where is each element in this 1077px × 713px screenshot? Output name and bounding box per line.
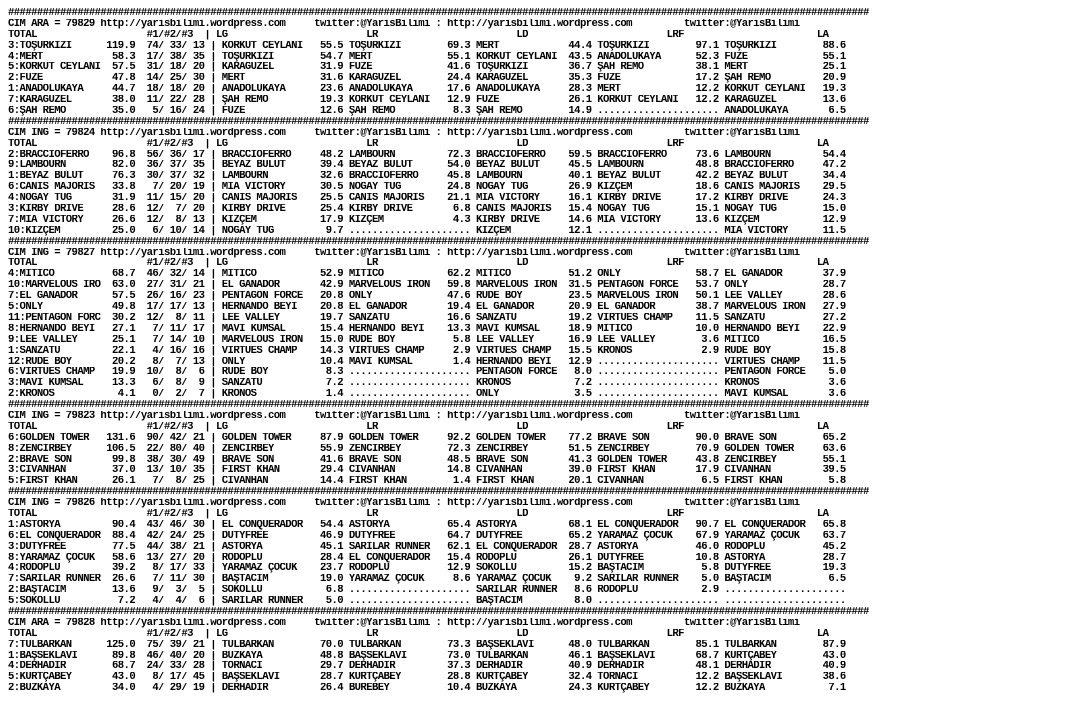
result-row: 11:PENTAGON FORC 30.2 12/ 8/ 11 | LEE VALLEY 19.7 SANZATU 16.6 SANZATU 19.2 VIRTUES CHAMP 11.5 SANZATU 27.2 (8, 312, 846, 324)
result-row: 2:BUZKAYA 34.0 4/ 29/ 19 | DERHADIR 26.4 BÜREBEY 10.4 BUZKAYA 24.3 KURTÇABEY 12.2 BUZKAYA 7.1 (8, 683, 846, 695)
result-row: 1:SANZATU 22.1 4/ 16/ 16 | VIRTUES CHAMP 14.3 VIRTUES CHAMP 2.9 VIRTUES CHAMP 15.5 KRONOS 2.9 RUDE BOY 15.8 (8, 345, 846, 357)
result-row: 2:KRONOS 4.1 0/ 2/ 7 | KRONOS 1.4 ..................... ONLY 3.5 ..................... MAVİ KUMSAL 3.6 (8, 389, 846, 401)
race-header: CIM ING = 79827 http://yarisbilimi.wordpress.com twitter:@YarisBilimi : http://yarisbilimi.wordpress.com twitter:@YarisBilimi (8, 247, 800, 259)
result-row: 4:MİTİCO 68.7 46/ 32/ 14 | MİTİCO 52.9 MİTİCO 62.2 MİTİCO 51.2 ONLY 58.7 EL GANADOR 37.9 (8, 269, 846, 281)
result-row: 7:EL GANADOR 57.5 26/ 16/ 23 | PENTAGON FORCE 20.8 ONLY 47.6 RUDE BOY 23.5 MARVELOUS IRON 50.1 LEE VALLEY 28.6 (8, 291, 846, 303)
column-headers: TOTAL #1/#2/#3 | LG LR LD LRF LA (8, 138, 829, 150)
result-row: 4:NOGAY TUĞ 31.9 11/ 15/ 20 | CANIS MAJORIS 25.5 CANIS MAJORIS 21.1 MIA VICTORY 16.1 KIRBY DRIVE 17.2 KIRBY DRIVE 24.3 (8, 193, 846, 205)
result-row: 8:ZENCİRBEY 106.5 22/ 80/ 40 | ZENCİRBEY 55.9 ZENCİRBEY 72.3 ZENCİRBEY 51.5 ZENCİRBEY 70.9 GOLDEN TOWER 63.6 (8, 443, 846, 455)
result-row: 5:KURTÇABEY 43.0 8/ 17/ 45 | BAŞSEKLAVİ 28.7 KURTÇABEY 28.8 KURTÇABEY 32.4 TORNACI 12.2 BAŞSEKLAVİ 38.6 (8, 672, 846, 684)
result-row: 5:SOKOLLU 7.2 4/ 4/ 6 | SARILAR RUNNER 5.0 ..................... BAŞTACIM 8.0 ..................... ..................... (8, 596, 846, 607)
race-header: CIM ARA = 79828 http://yarisbilimi.wordpress.com twitter:@YarisBilimi : http://yarisbilimi.wordpress.com twitter:@YarisBilimi (8, 617, 800, 629)
result-row: 3:CIVANHAN 37.0 13/ 10/ 35 | FIRST KHAN 29.4 CIVANHAN 14.8 CIVANHAN 39.0 FIRST KHAN 17.9 CIVANHAN 39.5 (8, 465, 846, 477)
result-row: 8:YARAMAZ ÇOCUK 58.6 13/ 27/ 20 | RODOPLU 28.4 EL CONQUERADOR 15.4 RODOPLU 26.1 DUTYFREE 10.8 ASTORYA 28.7 (8, 552, 846, 564)
result-row: 10:MARVELOUS IRO 63.0 27/ 31/ 21 | EL GANADOR 42.9 MARVELOUS IRON 59.8 MARVELOUS IRON 31.5 PENTAGON FORCE 53.7 ONLY 28.7 (8, 280, 846, 292)
result-row: 2:BAŞTACIM 13.6 9/ 3/ 5 | SOKOLLU 6.8 ..................... SARILAR RUNNER 8.6 RODOPLU 2.9 ..................... (8, 585, 846, 597)
section-divider: ##################################################################################################################################################### (8, 236, 869, 248)
column-headers: TOTAL #1/#2/#3 | LG LR LD LRF LA (8, 29, 829, 41)
result-row: 5:KORKUT CEYLANI 57.5 31/ 18/ 20 | KARAGÜZEL 31.9 FÜZE 41.6 TOŞURKIZI 36.7 ŞAH REMO 38.1 MERT 25.1 (8, 62, 846, 74)
result-row: 3:DUTYFREE 77.5 44/ 38/ 21 | ASTORYA 45.1 SARILAR RUNNER 62.1 EL CONQUERADOR 28.7 ASTORYA 46.0 RODOPLU 45.2 (8, 541, 846, 553)
section-divider: ##################################################################################################################################################### (8, 606, 869, 618)
result-row: 7:SARILAR RUNNER 26.6 7/ 11/ 30 | BAŞTACIM 19.0 YARAMAZ ÇOCUK 8.6 YARAMAZ ÇOCUK 9.2 SARILAR RUNNER 5.0 BAŞTACIM 6.5 (8, 574, 846, 586)
result-row: 10:KIZÇEM 25.0 6/ 10/ 14 | NOGAY TUĞ 9.7 ..................... KIZÇEM 12.1 ..................... MIA VICTORY 11.5 (8, 225, 846, 237)
result-row: 7:TULBARKAN 125.0 75/ 39/ 21 | TULBARKAN 70.0 TULBARKAN 73.3 BAŞSEKLAVİ 48.0 TULBARKAN 85.1 TULBARKAN 87.9 (8, 639, 846, 651)
section-divider: ##################################################################################################################################################### (8, 8, 869, 19)
section-divider: ##################################################################################################################################################### (8, 400, 869, 411)
result-row: 4:RODOPLU 39.2 8/ 17/ 33 | YARAMAZ ÇOCUK 23.7 RODOPLU 12.9 SOKOLLU 15.2 BAŞTACIM 5.8 DUTYFREE 19.3 (8, 563, 846, 575)
section-divider: ##################################################################################################################################################### (8, 487, 869, 499)
result-row: 1:BAŞSEKLAVİ 89.8 46/ 40/ 20 | BUZKAYA 48.8 BAŞSEKLAVİ 73.0 TULBARKAN 46.1 BAŞSEKLAVİ 68.7 KURTÇABEY 43.0 (8, 650, 846, 662)
result-row: 12:RUDE BOY 20.2 8/ 7/ 13 | ONLY 10.4 MAVİ KUMSAL 1.4 HERNANDO BEYİ 12.9 ..................... VIRTUES CHAMP 11.5 (8, 356, 846, 368)
result-row: 9:LAMBOURN 82.0 36/ 37/ 35 | BEYAZ BULUT 39.4 BEYAZ BULUT 54.0 BEYAZ BULUT 45.5 LAMBOURN 48.8 BRACCIOFERRO 47.2 (8, 160, 846, 172)
race-header: CIM ING = 79824 http://yarisbilimi.wordpress.com twitter:@YarisBilimi : http://yarisbilimi.wordpress.com twitter:@YarisBilimi (8, 127, 800, 139)
race-header: CIM ING = 79826 http://yarisbilimi.wordpress.com twitter:@YarisBilimi : http://yarisbilimi.wordpress.com twitter:@YarisBilimi (8, 498, 800, 509)
result-row: 5:FIRST KHAN 26.1 7/ 8/ 25 | CIVANHAN 14.4 FIRST KHAN 1.4 FIRST KHAN 20.1 CIVANHAN 6.5 FIRST KHAN 5.8 (8, 476, 846, 488)
race-header: CIM ARA = 79829 http://yarisbilimi.wordpress.com twitter:@YarisBilimi : http://yarisbilimi.wordpress.com twitter:@YarisBilimi (8, 18, 800, 30)
result-row: 7:MIA VICTORY 26.6 12/ 8/ 13 | KIZÇEM 17.9 KIZÇEM 4.3 KIRBY DRIVE 14.6 MIA VICTORY 13.6 KIZÇEM 12.9 (8, 214, 846, 226)
result-row: 1:ANADOLUKAYA 44.7 18/ 18/ 20 | ANADOLUKAYA 23.6 ANADOLUKAYA 17.6 ANADOLUKAYA 28.3 MERT 12.2 KORKUT CEYLANI 19.3 (8, 84, 846, 96)
result-row: 9:LEE VALLEY 25.1 7/ 14/ 10 | MARVELOUS IRON 15.0 RUDE BOY 5.8 LEE VALLEY 16.9 LEE VALLEY 3.6 MİTİCO 16.5 (8, 334, 846, 346)
result-row: 2:FÜZE 47.8 14/ 25/ 30 | MERT 31.6 KARAGÜZEL 24.4 KARAGÜZEL 35.3 FÜZE 17.2 ŞAH REMO 20.9 (8, 73, 846, 85)
result-row: 3:MAVİ KUMSAL 13.3 6/ 8/ 9 | SANZATU 7.2 ..................... KRONOS 7.2 ..................... KRONOS 3.6 (8, 378, 846, 390)
result-row: 1:ASTORYA 90.4 43/ 46/ 30 | EL CONQUERADOR 54.4 ASTORYA 65.4 ASTORYA 68.1 EL CONQUERADOR 90.7 EL CONQUERADOR 65.8 (8, 519, 846, 531)
result-row: 2:BRAVE SON 99.8 38/ 30/ 49 | BRAVE SON 41.6 BRAVE SON 48.5 BRAVE SON 41.3 GOLDEN TOWER 43.8 ZENCİRBEY 55.1 (8, 454, 846, 466)
column-headers: TOTAL #1/#2/#3 | LG LR LD LRF LA (8, 421, 829, 433)
result-row: 6:GOLDEN TOWER 131.6 90/ 42/ 21 | GOLDEN TOWER 87.9 GOLDEN TOWER 92.2 GOLDEN TOWER 77.2 BRAVE SON 90.0 BRAVE SON 65.2 (8, 432, 846, 444)
column-headers: TOTAL #1/#2/#3 | LG LR LD LRF LA (8, 258, 829, 270)
result-row: 4:MERT 58.3 17/ 38/ 35 | TOŞURKIZI 54.7 MERT 55.1 KORKUT CEYLANI 43.5 ANADOLUKAYA 52.3 FÜZE 55.1 (8, 51, 846, 63)
result-row: 1:BEYAZ BULUT 76.3 30/ 37/ 32 | LAMBOURN 32.6 BRACCIOFERRO 45.8 LAMBOURN 40.1 BEYAZ BULUT 42.2 BEYAZ BULUT 34.4 (8, 171, 846, 183)
result-row: 6:VIRTUES CHAMP 19.9 10/ 8/ 6 | RUDE BOY 8.3 ..................... PENTAGON FORCE 8.0 ..................... PENTAGON FORCE 5.0 (8, 367, 846, 379)
column-headers: TOTAL #1/#2/#3 | LG LR LD LRF LA (8, 628, 829, 640)
result-row: 7:KARAGÜZEL 38.0 11/ 22/ 28 | ŞAH REMO 19.3 KORKUT CEYLANI 12.9 FÜZE 26.1 KORKUT CEYLANI 12.2 KARAGÜZEL 13.6 (8, 95, 846, 107)
result-row: 5:ONLY 49.8 17/ 17/ 13 | HERNANDO BEYİ 20.8 EL GANADOR 19.4 EL GANADOR 20.9 EL GANADOR 38.7 MARVELOUS IRON 27.9 (8, 302, 846, 313)
section-divider: ##################################################################################################################################################### (8, 116, 869, 128)
result-row: 2:BRACCIOFERRO 96.8 56/ 36/ 17 | BRACCIOFERRO 48.2 LAMBOURN 72.3 BRACCIOFERRO 59.5 BRACCIOFERRO 73.6 LAMBOURN 54.4 (8, 149, 846, 161)
race-header: CIM ING = 79823 http://yarisbilimi.wordpress.com twitter:@YarisBilimi : http://yarisbilimi.wordpress.com twitter:@YarisBilimi (8, 410, 800, 422)
result-row: 4:DERHADIR 68.7 24/ 33/ 28 | TORNACI 29.7 DERHADIR 37.3 DERHADIR 40.9 DERHADIR 48.1 DERHADIR 40.9 (8, 661, 846, 673)
result-row: 6:ŞAH REMO 35.0 5/ 16/ 24 | FÜZE 12.6 ŞAH REMO 8.3 ŞAH REMO 14.9 ..................... ANADOLUKAYA 6.5 (8, 106, 846, 117)
result-row: 3:KIRBY DRIVE 28.6 12/ 7/ 20 | KIRBY DRIVE 25.4 KIRBY DRIVE 6.8 CANIS MAJORIS 15.4 NOGAY TUĞ 15.1 NOGAY TUĞ 15.0 (8, 204, 846, 215)
result-row: 6:EL CONQUERADOR 88.4 42/ 24/ 25 | DUTYFREE 46.9 DUTYFREE 64.7 DUTYFREE 65.2 YARAMAZ ÇOCUK 67.9 YARAMAZ ÇOCUK 63.7 (8, 530, 846, 542)
result-row: 6:CANIS MAJORIS 33.8 7/ 20/ 19 | MIA VICTORY 30.5 NOGAY TUĞ 24.8 NOGAY TUĞ 26.9 KIZÇEM 18.6 CANIS MAJORIS 29.5 (8, 182, 846, 194)
result-row: 3:TOŞURKIZI 119.9 74/ 33/ 13 | KORKUT CEYLANI 55.5 TOŞURKIZI 69.3 MERT 44.4 TOŞURKIZI 97.1 TOŞURKIZI 88.6 (8, 40, 846, 52)
column-headers: TOTAL #1/#2/#3 | LG LR LD LRF LA (8, 508, 829, 520)
result-row: 8:HERNANDO BEYİ 27.1 7/ 11/ 17 | MAVİ KUMSAL 15.4 HERNANDO BEYİ 13.3 MAVİ KUMSAL 18.9 MİTİCO 10.0 HERNANDO BEYİ 22.9 (8, 323, 846, 335)
